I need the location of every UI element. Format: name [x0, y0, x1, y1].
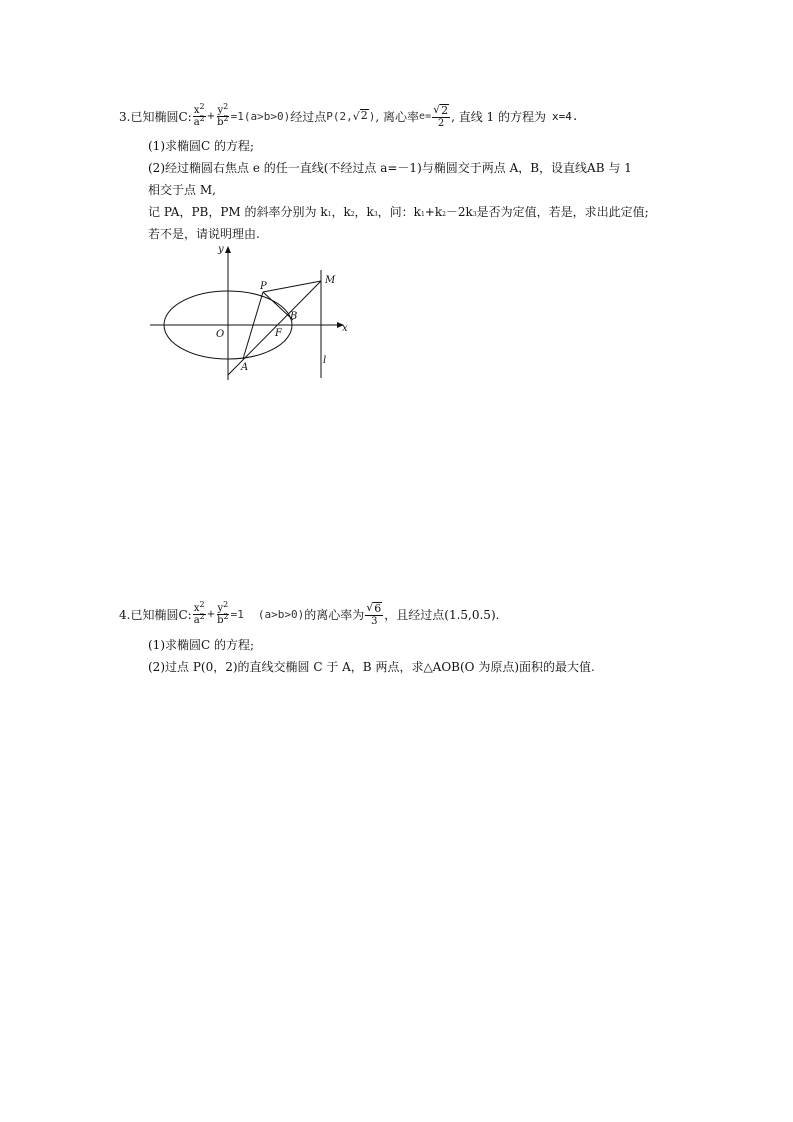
sqrt-symbol: √ 6	[366, 601, 382, 615]
q4-tail: ，且经过点(1.5,0.5).	[384, 607, 500, 622]
q4-ecc-text: 的离心率为	[304, 607, 365, 622]
q3-passes: 经过点	[290, 109, 327, 124]
q3-eq-one: =1	[230, 109, 244, 123]
q3-part2b: 相交于点 M,	[148, 183, 216, 197]
exponent: 2	[199, 612, 205, 621]
y-axis-arrow	[225, 246, 231, 253]
frac-den: a	[193, 117, 200, 128]
frac-num: y	[217, 105, 224, 116]
text-run: 记 PA，PB，PM 的斜率分别为 k	[148, 205, 328, 219]
text-run: ，k	[354, 205, 374, 219]
label-a: A	[241, 362, 249, 373]
label-y: y	[218, 244, 224, 255]
subscript: 3	[373, 211, 378, 218]
q3-point-close: )	[368, 109, 376, 123]
q4-number: 4.	[119, 607, 131, 622]
q3-line-eq: x=4.	[552, 109, 579, 123]
plus-sign: +	[206, 608, 216, 620]
q3-part2a: (2)经过椭圆右焦点 e 的任一直线(不经过点 a=－1)与椭圆交于两点 A，B，设直线AB 与 1	[148, 161, 632, 175]
text-run: +k	[424, 205, 443, 219]
q4-condition: (a>b>0)	[257, 607, 305, 621]
radicand: 2	[441, 104, 449, 117]
q3-condition: (a>b>0)	[243, 109, 291, 123]
subscript: 1	[327, 211, 332, 218]
sqrt-symbol: √ 2	[433, 103, 449, 117]
exponent: 2	[223, 114, 229, 123]
q3-statement	[119, 104, 579, 129]
q3-frac-x	[193, 102, 206, 128]
subscript: 2	[350, 211, 355, 218]
exponent: 2	[223, 102, 229, 111]
radicand: 6	[374, 602, 382, 615]
q4-frac-y	[216, 600, 230, 626]
subscript: 2	[442, 211, 446, 218]
label-o: O	[216, 329, 225, 340]
text-run: －2k	[445, 205, 473, 219]
subscript: 1	[420, 211, 425, 218]
frac-den: b	[217, 615, 224, 626]
label-x: x	[342, 323, 348, 334]
ellipse-figure	[140, 240, 360, 385]
segment-pb	[263, 292, 293, 320]
label-l: l	[323, 355, 327, 366]
label-m: M	[325, 275, 336, 286]
q3-ecc-e: e=	[419, 110, 432, 122]
text-run: 是否为定值，若是，求出此定值;	[476, 205, 649, 219]
q4-statement	[119, 602, 499, 627]
text-run: ，k	[331, 205, 351, 219]
exponent: 2	[223, 612, 229, 621]
q4-part2: (2)过点 P(0，2)的直线交椭圆 C 于 A，B 两点，求△AOB(O 为原点)面积的最大值.	[148, 660, 595, 674]
q3-line-text: , 直线 1 的方程为	[451, 109, 547, 124]
q3-ecc-text: , 离心率	[375, 109, 420, 124]
q3-part2c	[148, 204, 649, 220]
q3-part1: (1)求椭圆C 的方程;	[148, 139, 255, 153]
exponent: 2	[199, 102, 205, 111]
frac-den: a	[193, 615, 200, 626]
q4-lead: 已知椭圆C:	[130, 607, 192, 622]
frac-den: b	[217, 117, 224, 128]
frac-num: x	[193, 105, 200, 116]
subscript: 3	[472, 211, 477, 218]
label-p: P	[260, 281, 267, 292]
exponent: 2	[199, 114, 205, 123]
radicand: 2	[360, 108, 368, 122]
frac-num: y	[217, 603, 224, 614]
q3-frac-y	[216, 102, 230, 128]
q3-point-open: P(2,	[326, 109, 353, 123]
sqrt-symbol: √ 2	[352, 108, 368, 123]
q3-ecc-frac	[432, 104, 450, 129]
q4-frac-x	[193, 600, 206, 626]
q3-lead: 已知椭圆C:	[130, 109, 192, 124]
frac-num: x	[193, 603, 200, 614]
exponent: 2	[199, 600, 205, 609]
frac-den: 2	[437, 118, 445, 129]
label-b: B	[290, 311, 298, 322]
q3-number: 3.	[119, 109, 131, 124]
plus-sign: +	[206, 110, 216, 122]
q4-eq-one: =1	[230, 607, 244, 621]
q4-ecc-frac	[365, 602, 383, 627]
label-f: F	[275, 328, 282, 339]
q3-part2d: 若不是，请说明理由.	[148, 227, 260, 241]
frac-den: 3	[371, 616, 378, 627]
text-run: ，问：k	[377, 205, 421, 219]
q4-part1: (1)求椭圆C 的方程;	[148, 638, 255, 652]
exponent: 2	[223, 600, 229, 609]
